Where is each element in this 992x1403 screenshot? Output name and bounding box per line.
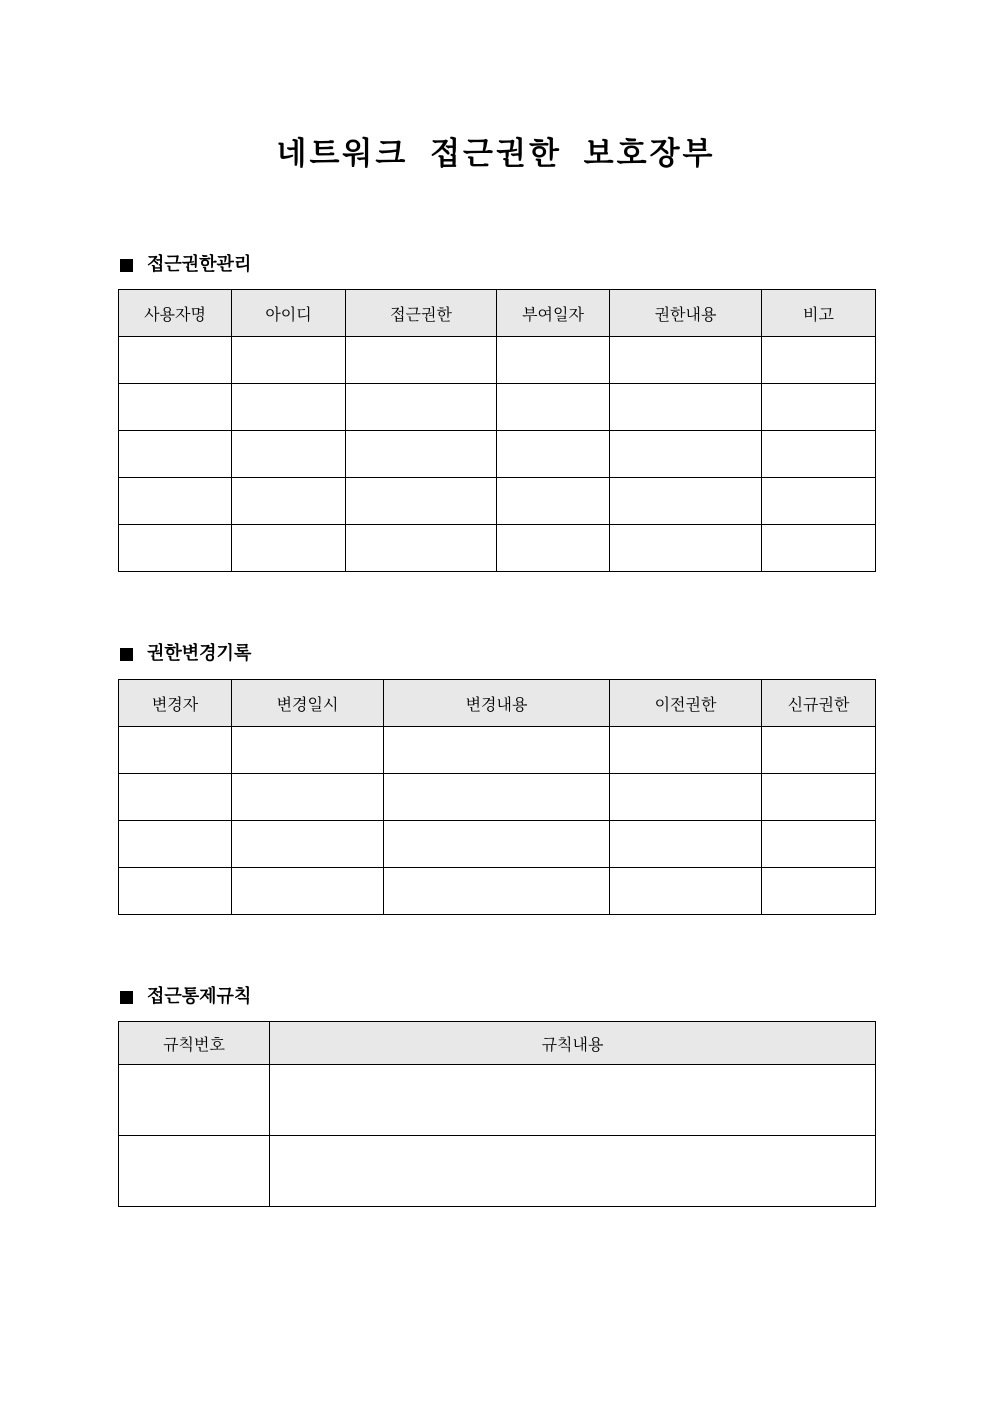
square-bullet-icon (120, 259, 133, 272)
table-cell[interactable] (497, 384, 610, 431)
table-row (119, 431, 876, 478)
table-cell[interactable] (762, 337, 876, 384)
table-row (119, 384, 876, 431)
column-header-changed-by: 변경자 (119, 680, 232, 727)
table-cell[interactable] (497, 431, 610, 478)
table-cell[interactable] (232, 774, 384, 821)
table-cell[interactable] (232, 727, 384, 774)
table-cell[interactable] (119, 1136, 270, 1207)
table-row (119, 1065, 876, 1136)
table-cell[interactable] (610, 478, 762, 525)
table-cell[interactable] (384, 868, 610, 915)
section-heading-label: 접근통제규칙 (147, 986, 252, 1007)
table-cell[interactable] (610, 868, 762, 915)
square-bullet-icon (120, 648, 133, 661)
table-cell[interactable] (119, 525, 232, 572)
table-cell[interactable] (346, 337, 497, 384)
table-cell[interactable] (610, 337, 762, 384)
column-header-rule-number: 규칙번호 (119, 1022, 270, 1065)
table-cell[interactable] (384, 821, 610, 868)
access-control-rules-table (118, 1021, 876, 1207)
table-header-row (119, 680, 876, 727)
table-cell[interactable] (232, 478, 346, 525)
table-cell[interactable] (610, 384, 762, 431)
table-cell[interactable] (119, 868, 232, 915)
table-row (119, 478, 876, 525)
table-cell[interactable] (762, 384, 876, 431)
table-cell[interactable] (119, 1065, 270, 1136)
table-row (119, 821, 876, 868)
table-row (119, 525, 876, 572)
table-cell[interactable] (384, 774, 610, 821)
column-header-change-details: 변경내용 (384, 680, 610, 727)
table-cell[interactable] (346, 384, 497, 431)
access-management-table (118, 289, 876, 572)
table-row (119, 337, 876, 384)
table-cell[interactable] (232, 337, 346, 384)
table-cell[interactable] (232, 821, 384, 868)
column-header-user-id: 아이디 (232, 290, 346, 337)
table-row (119, 868, 876, 915)
table-header-row (119, 290, 876, 337)
table-cell[interactable] (346, 478, 497, 525)
section-heading-label: 접근권한관리 (147, 254, 252, 275)
table-cell[interactable] (119, 727, 232, 774)
table-cell[interactable] (119, 821, 232, 868)
column-header-grant-date: 부여일자 (497, 290, 610, 337)
table-cell[interactable] (610, 525, 762, 572)
table-cell[interactable] (346, 431, 497, 478)
column-header-permission-details: 권한내용 (610, 290, 762, 337)
table-cell[interactable] (762, 774, 876, 821)
table-cell[interactable] (270, 1136, 876, 1207)
section-heading-label: 권한변경기록 (147, 643, 252, 664)
table-cell[interactable] (762, 431, 876, 478)
table-cell[interactable] (119, 774, 232, 821)
table-cell[interactable] (232, 868, 384, 915)
table-cell[interactable] (119, 337, 232, 384)
document-title: 네트워크 접근권한 보호장부 (276, 136, 716, 172)
table-cell[interactable] (610, 431, 762, 478)
table-cell[interactable] (762, 478, 876, 525)
table-cell[interactable] (762, 525, 876, 572)
column-header-change-datetime: 변경일시 (232, 680, 384, 727)
table-cell[interactable] (119, 384, 232, 431)
table-cell[interactable] (119, 478, 232, 525)
table-cell[interactable] (497, 525, 610, 572)
table-cell[interactable] (762, 821, 876, 868)
table-cell[interactable] (232, 525, 346, 572)
column-header-previous-permission: 이전권한 (610, 680, 762, 727)
column-header-access-right: 접근권한 (346, 290, 497, 337)
table-row (119, 774, 876, 821)
square-bullet-icon (120, 991, 133, 1004)
table-cell[interactable] (119, 431, 232, 478)
column-header-remarks: 비고 (762, 290, 876, 337)
table-row (119, 1136, 876, 1207)
table-cell[interactable] (232, 431, 346, 478)
section-heading-access-control-rules (118, 985, 251, 1009)
column-header-new-permission: 신규권한 (762, 680, 876, 727)
table-cell[interactable] (346, 525, 497, 572)
table-cell[interactable] (762, 727, 876, 774)
table-cell[interactable] (384, 727, 610, 774)
table-cell[interactable] (610, 821, 762, 868)
table-cell[interactable] (610, 774, 762, 821)
table-header-row (119, 1022, 876, 1065)
permission-change-log-table (118, 679, 876, 915)
table-cell[interactable] (497, 478, 610, 525)
table-cell[interactable] (232, 384, 346, 431)
table-row (119, 727, 876, 774)
section-heading-permission-change-log (118, 642, 251, 666)
column-header-rule-details: 규칙내용 (270, 1022, 876, 1065)
table-cell[interactable] (497, 337, 610, 384)
table-cell[interactable] (270, 1065, 876, 1136)
section-heading-access-management (118, 253, 251, 277)
table-cell[interactable] (610, 727, 762, 774)
table-cell[interactable] (762, 868, 876, 915)
column-header-username: 사용자명 (119, 290, 232, 337)
